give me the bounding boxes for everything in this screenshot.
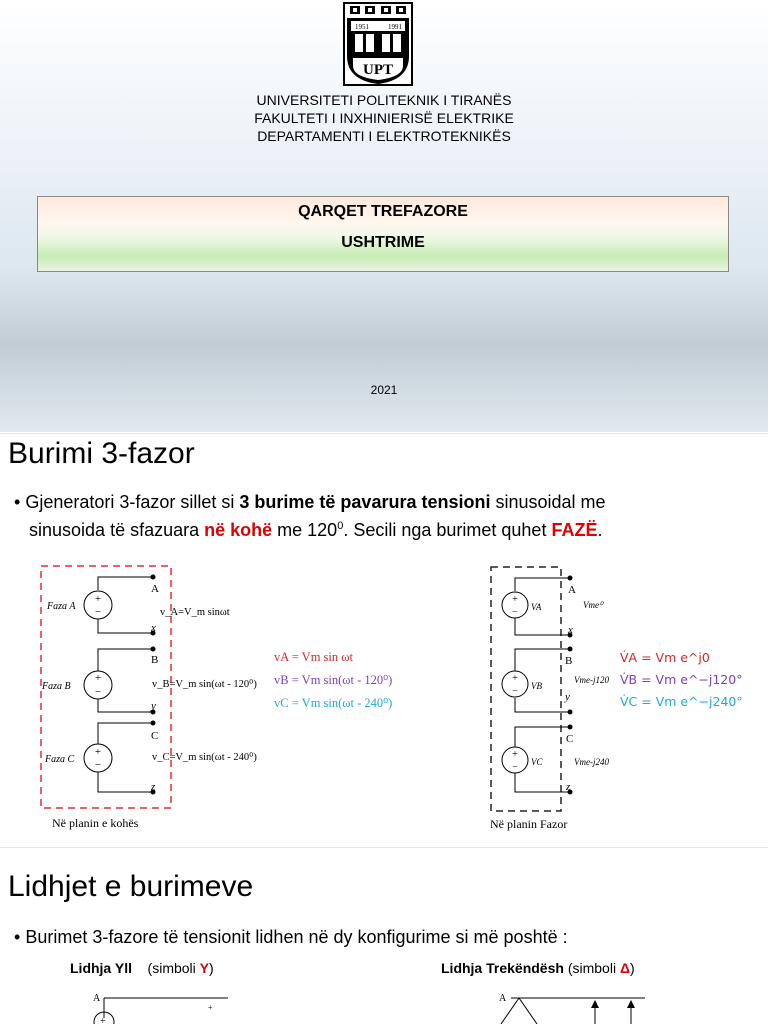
- svg-text:1951: 1951: [355, 23, 369, 31]
- time-equations: [270, 640, 430, 715]
- faculty-name: FAKULTETI I INXHINIERISË ELEKTRIKE: [254, 110, 514, 126]
- svg-text:+: +: [512, 673, 518, 684]
- slide-divider: [0, 433, 768, 434]
- eq-vc-time: v_C=V_m sin(ωt - 240⁰): [152, 752, 257, 763]
- phasor-domain-circuit: [478, 560, 748, 835]
- eq-vc-colored: vC = Vm sin(ωt - 240⁰): [274, 696, 393, 710]
- time-plane-caption: Në planin e kohës: [52, 816, 139, 830]
- upt-logo: [343, 2, 413, 86]
- delta-diagram: [495, 988, 655, 1024]
- university-name: UNIVERSITETI POLITEKNIK I TIRANËS: [256, 92, 512, 108]
- slide-divider-2: [0, 847, 768, 848]
- phasor-expr-a: Vme⁰: [583, 600, 603, 610]
- source-label-va: VA: [531, 602, 542, 612]
- phasor-expr-b: Vme-j120: [574, 675, 609, 685]
- title-slide: [0, 0, 768, 432]
- phasor-terminal-y: y: [565, 691, 570, 703]
- title-box: [37, 196, 729, 272]
- svg-text:+: +: [94, 593, 102, 605]
- svg-text:A: A: [93, 993, 101, 1004]
- svg-text:−: −: [94, 686, 102, 698]
- terminal-b: B: [151, 654, 159, 666]
- terminal-y: y: [151, 700, 156, 712]
- phasor-terminal-x: x: [568, 624, 573, 636]
- year-label: 2021: [370, 383, 398, 397]
- wye-connection-label: Lidhja Yll (simboli Y): [70, 960, 214, 976]
- svg-text:−: −: [512, 686, 518, 697]
- svg-text:+: +: [512, 749, 518, 760]
- presentation-title: QARQET TREFAZORE: [298, 203, 468, 220]
- dashed-frame-phasor: [491, 567, 561, 811]
- svg-text:+: +: [100, 1016, 106, 1024]
- phase-a-label: Faza A: [47, 601, 76, 612]
- eq-va-time: v_A=V_m sinωt: [160, 607, 230, 618]
- eq-vb-colored: vB = Vm sin(ωt - 120⁰): [274, 673, 393, 687]
- terminal-a: A: [151, 583, 159, 595]
- terminal-z: z: [151, 781, 156, 793]
- eq-vb-time: v_B=V_m sin(ωt - 120⁰): [152, 679, 257, 690]
- eq-va-colored: vA = Vm sin ωt: [274, 650, 353, 664]
- svg-text:+: +: [512, 594, 518, 605]
- phasor-eq-a: V̇A = Vm e^j0: [620, 650, 710, 665]
- phasor-plane-caption: Në planin Fazor: [490, 817, 568, 831]
- svg-text:+: +: [94, 672, 102, 684]
- svg-text:1991: 1991: [388, 23, 402, 31]
- slide3-heading: Lidhjet e burimeve: [8, 870, 254, 903]
- phasor-eq-b: V̇B = Vm e^−j120°: [620, 672, 743, 687]
- phasor-terminal-z: z: [566, 781, 571, 793]
- time-domain-circuit: [30, 560, 270, 835]
- presentation-subtitle: USHTRIME: [341, 234, 425, 251]
- phasor-terminal-c: C: [566, 733, 574, 745]
- source-label-vb: VB: [531, 681, 542, 691]
- phase-c-label: Faza C: [45, 754, 75, 765]
- delta-connection-label: Lidhja Trekëndësh (simboli Δ): [441, 960, 635, 976]
- svg-text:+: +: [208, 1003, 213, 1012]
- svg-text:−: −: [512, 607, 518, 618]
- terminal-x: x: [151, 622, 156, 634]
- department-name: DEPARTAMENTI I ELEKTROTEKNIKËS: [257, 128, 511, 144]
- phase-b-label: Faza B: [42, 681, 71, 692]
- svg-text:A: A: [499, 993, 507, 1004]
- slide3-bullet: • Burimet 3-fazore të tensionit lidhen në dy konfigurime si më poshtë :: [14, 927, 568, 947]
- phasor-expr-c: Vme-j240: [574, 757, 609, 767]
- slide2-heading: Burimi 3-fazor: [8, 437, 195, 470]
- phasor-terminal-b: B: [565, 655, 573, 667]
- svg-text:UPT: UPT: [363, 62, 393, 78]
- svg-text:−: −: [512, 762, 518, 773]
- phasor-terminal-a: A: [568, 584, 576, 596]
- terminal-c: C: [151, 730, 159, 742]
- slide2-bullet: • Gjeneratori 3-fazor sillet si 3 burime të pavarura tensioni sinusoidal me sinusoida të sfazuara në kohë me $120^0$. Secili nga burimet quhet FAZË.: [14, 492, 606, 540]
- source-label-vc: VC: [531, 757, 543, 767]
- svg-text:−: −: [94, 759, 102, 771]
- phasor-eq-c: V̇C = Vm e^−j240°: [620, 694, 743, 709]
- svg-text:−: −: [94, 606, 102, 618]
- wye-diagram: [88, 988, 238, 1024]
- svg-text:+: +: [94, 746, 102, 758]
